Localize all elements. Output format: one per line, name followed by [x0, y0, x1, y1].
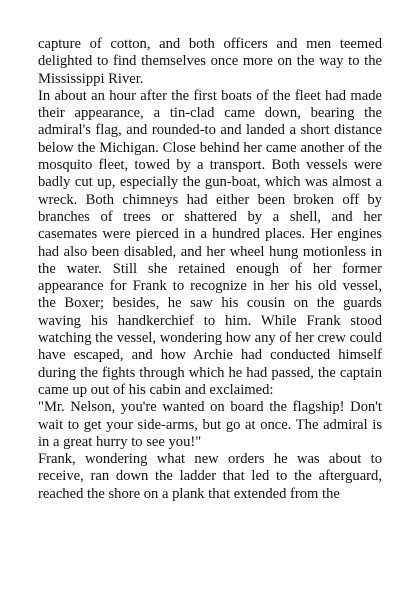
paragraph-1: capture of cotton, and both officers and men teemed delighted to find themselves once more on the way to the Mississippi River.: [38, 36, 382, 87]
paragraph-3: "Mr. Nelson, you're wanted on board the flagship! Don't wait to get your side-arms, but go at once. The admiral is in a great hurry to see you!": [38, 399, 382, 450]
paragraph-4: Frank, wondering what new orders he was about to receive, ran down the ladder that led to the afterguard, reached the shore on a plank that extended from the: [38, 451, 382, 502]
page-text: [38, 36, 382, 503]
paragraph-2: In about an hour after the first boats of the fleet had made their appearance, a tin-clad came down, bearing the admiral's flag, and rounded-to and landed a short distance below the Michigan. Close behind her came another of the mosquito fleet, towed by a transport. Both vessels were badly cut up, especially the gun-boat, which was almost a wreck. Both chimneys had either been broken off by branches of trees or shattered by a shell, and her casemates were pierced in a hundred places. Her engines had also been disabled, and her wheel hung motionless in the water. Still she retained enough of her former appearance for Frank to recognize in her his old vessel, the Boxer; besides, he saw his cousin on the guards waving his handkerchief to him. While Frank stood watching the vessel, wondering how any of her crew could have escaped, and how Archie had conducted himself during the fights through which he had passed, the captain came up out of his cabin and exclaimed:: [38, 87, 382, 398]
